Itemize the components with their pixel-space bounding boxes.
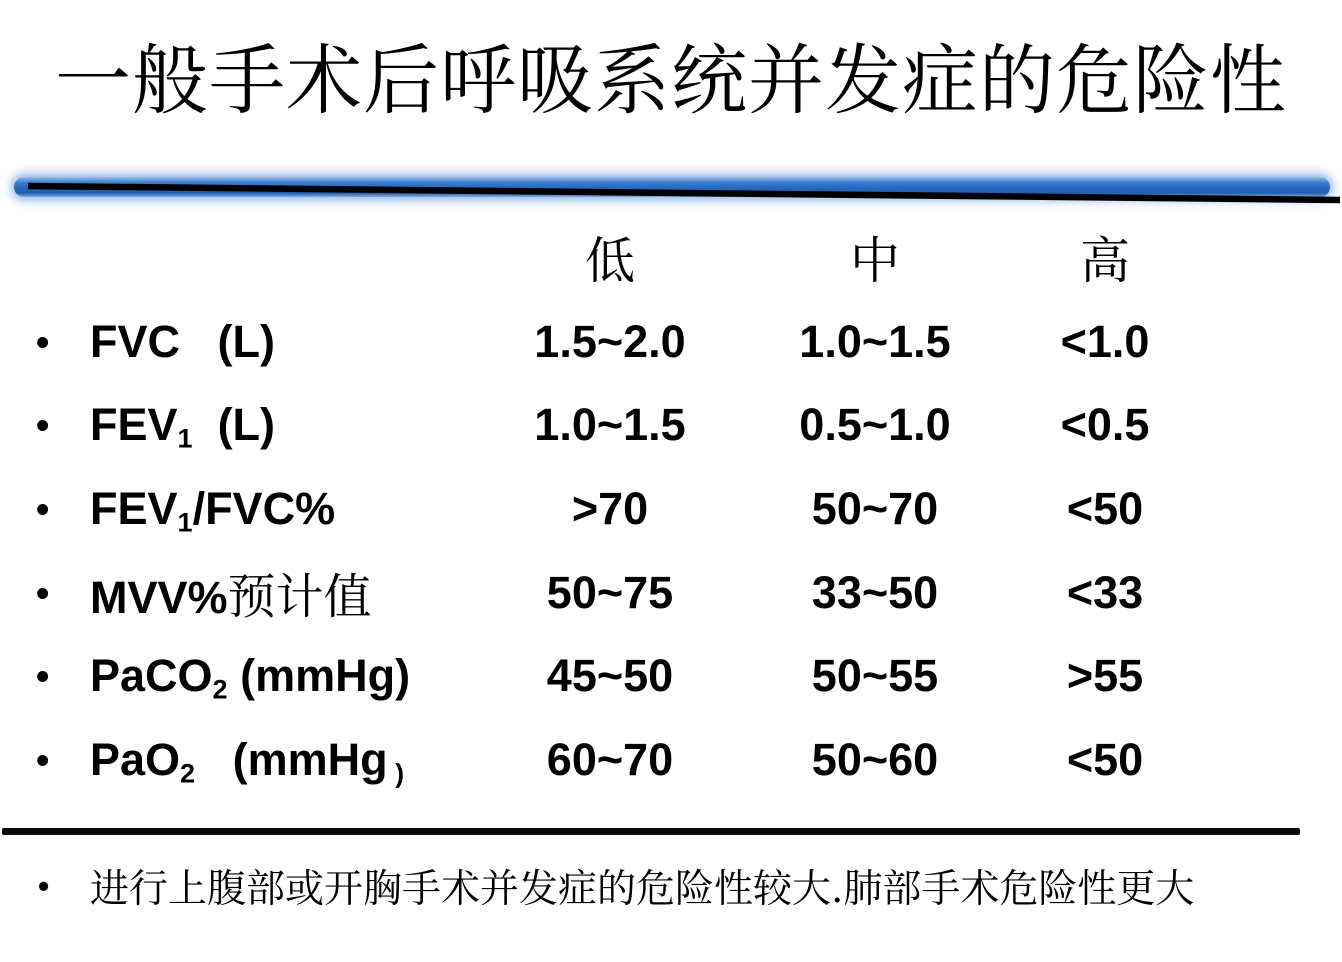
table-row (0, 718, 1342, 802)
table-row (0, 467, 1342, 551)
cell-low: 45~50 (546, 650, 674, 702)
bullet-icon: • (36, 656, 50, 699)
table-row (0, 300, 1342, 384)
cell-mid: 0.5~1.0 (799, 399, 951, 451)
column-header-low: 低 (585, 232, 635, 290)
table-row (0, 384, 1342, 468)
table-row (0, 634, 1342, 718)
column-header-mid: 中 (850, 232, 900, 290)
bullet-icon: • (36, 321, 50, 364)
footnote (0, 856, 1342, 916)
bullet-icon: • (36, 572, 50, 615)
cell-mid: 33~50 (811, 566, 939, 618)
table-header-row (0, 214, 1342, 300)
cell-mid: 50~70 (811, 482, 939, 534)
bottom-divider (2, 828, 1300, 835)
cell-high: >55 (1066, 650, 1144, 702)
row-label: PaO$_2$ (mmHg $_)$ (90, 733, 405, 789)
table-body (0, 300, 1342, 802)
slide-title: 一般手术后呼吸系统并发症的危险性 (55, 36, 1287, 125)
row-label: FVC (L) (90, 315, 275, 367)
cell-low: 50~75 (546, 566, 674, 618)
table-row (0, 551, 1342, 635)
cell-high: <0.5 (1060, 399, 1150, 451)
row-label: PaCO$_2$ (mmHg) (90, 650, 411, 705)
row-label: MVV%预计值 (90, 569, 372, 626)
cell-mid: 1.0~1.5 (799, 315, 951, 367)
divider-black-line-icon (0, 168, 1342, 220)
cell-low: 1.0~1.5 (534, 399, 686, 451)
cell-mid: 50~55 (811, 650, 939, 702)
bullet-icon: • (36, 739, 50, 782)
column-header-high: 高 (1080, 232, 1130, 290)
cell-high: <1.0 (1060, 315, 1150, 367)
risk-table (0, 214, 1342, 802)
title-divider (0, 168, 1342, 220)
cell-high: <33 (1066, 566, 1144, 618)
cell-low: 1.5~2.0 (534, 315, 686, 367)
bullet-icon: • (36, 488, 50, 531)
cell-high: <50 (1066, 733, 1144, 785)
cell-mid: 50~60 (811, 733, 939, 785)
row-label: $FEV_1/FVC\%$ (90, 482, 336, 538)
bullet-icon: • (38, 867, 50, 904)
cell-low: >70 (571, 482, 649, 534)
row-label: $FEV_1$ (L) (90, 399, 276, 454)
footnote-text: 进行上腹部或开胸手术并发症的危险性较大.肺部手术危险性更大 (90, 867, 1195, 912)
bullet-icon: • (36, 405, 50, 448)
cell-low: 60~70 (546, 733, 674, 785)
cell-high: <50 (1066, 482, 1144, 534)
